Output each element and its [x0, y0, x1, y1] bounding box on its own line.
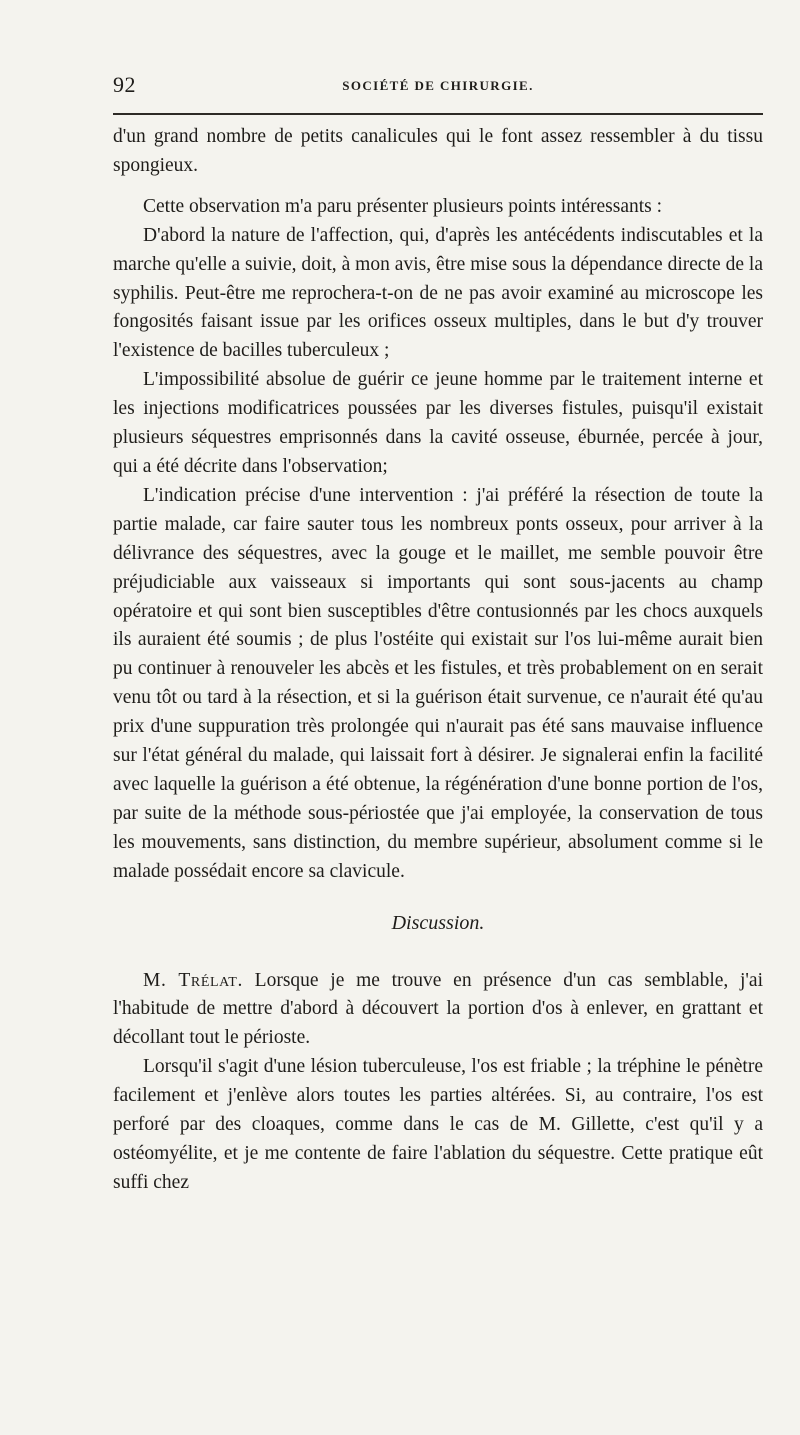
speaker-name: M. Trélat. [143, 969, 243, 991]
paragraph-nature: D'abord la nature de l'affection, qui, d'après les antécédents indiscutables et la marche qu'elle a suivie, doit, à mon avis, être mise sous la dépendance directe de la syphilis. Peut-être me reprochera-t-on de ne pas avoir examiné au microscope les fongosités faisant issue par les orifices osseux multiples, dans le but d'y trouver l'existence de bacilles tuberculeux ; [113, 224, 763, 362]
paragraph-indication: L'indication précise d'une intervention : j'ai préféré la résection de toute la partie malade, car faire sauter tous les nombreux ponts osseux, pour arriver à la délivrance des séquestres, avec la gouge et le maillet, me semble pouvoir être préjudiciable aux vaisseaux si importants qui sont sous-jacents au champ opératoire et qui sont bien susceptibles d'être contusionnés par les chocs auxquels ils auraient été soumis ; de plus l'ostéite qui existait sur l'os lui-même aurait bien pu continuer à renouveler les abcès et les fistules, et très probablement on en serait venu tôt ou tard à la résection, et si la guérison était survenue, ce n'aurait été qu'au prix d'une suppuration très prolongée qui n'aurait pas été sans mauvaise influence sur l'état général du malade, qui laissait fort à désirer. Je signalerai enfin la facilité avec laquelle la guérison a été obtenue, la régénération d'une bonne portion de l'os, par suite de la méthode sous-périostée que j'ai employée, la conservation de tous les mouvements, sans distinction, du membre supérieur, absolument comme si le malade possédait encore sa clavicule. [113, 484, 763, 882]
page-header [113, 72, 763, 102]
section-heading-discussion: Discussion. [391, 911, 485, 934]
paragraph-trelat-text: Lorsque je me trouve en présence d'un cas semblable, j'ai l'habitude de mettre d'abord à découvert la portion d'os à enlever, en grattant et décollant tout le périoste. [113, 969, 763, 1049]
body-text [113, 123, 763, 1198]
paragraph-impossibility: L'impossibilité absolue de guérir ce jeune homme par le traitement interne et les injections modificatrices poussées par les diverses fistules, puisqu'il existait plusieurs séquestres emprisonnés dans la cavité osseuse, éburnée, percée à jour, qui a été décrite dans l'observation; [113, 369, 763, 477]
paragraph-continuation: d'un grand nombre de petits canalicules qui le font assez ressembler à du tissu spongieux. [113, 126, 763, 176]
paragraph-intro: Cette observation m'a paru présenter plusieurs points intéressants : [143, 195, 663, 217]
paragraph-trelat [113, 967, 763, 1054]
running-title: SOCIÉTÉ DE CHIRURGIE. [342, 78, 534, 93]
paragraph-gap [113, 181, 763, 193]
paragraph-lesion: Lorsqu'il s'agit d'une lésion tuberculeuse, l'os est friable ; la tréphine le pénètre facilement et j'enlève alors toutes les parties altérées. Si, au contraire, l'os est perforé par des cloaques, comme dans le cas de M. Gillette, c'est qu'il y a ostéomyélite, et je me contente de faire l'ablation du séquestre. Cette pratique eût suffi chez [113, 1056, 763, 1193]
header-rule [113, 113, 763, 115]
page-number: 92 [113, 72, 136, 97]
